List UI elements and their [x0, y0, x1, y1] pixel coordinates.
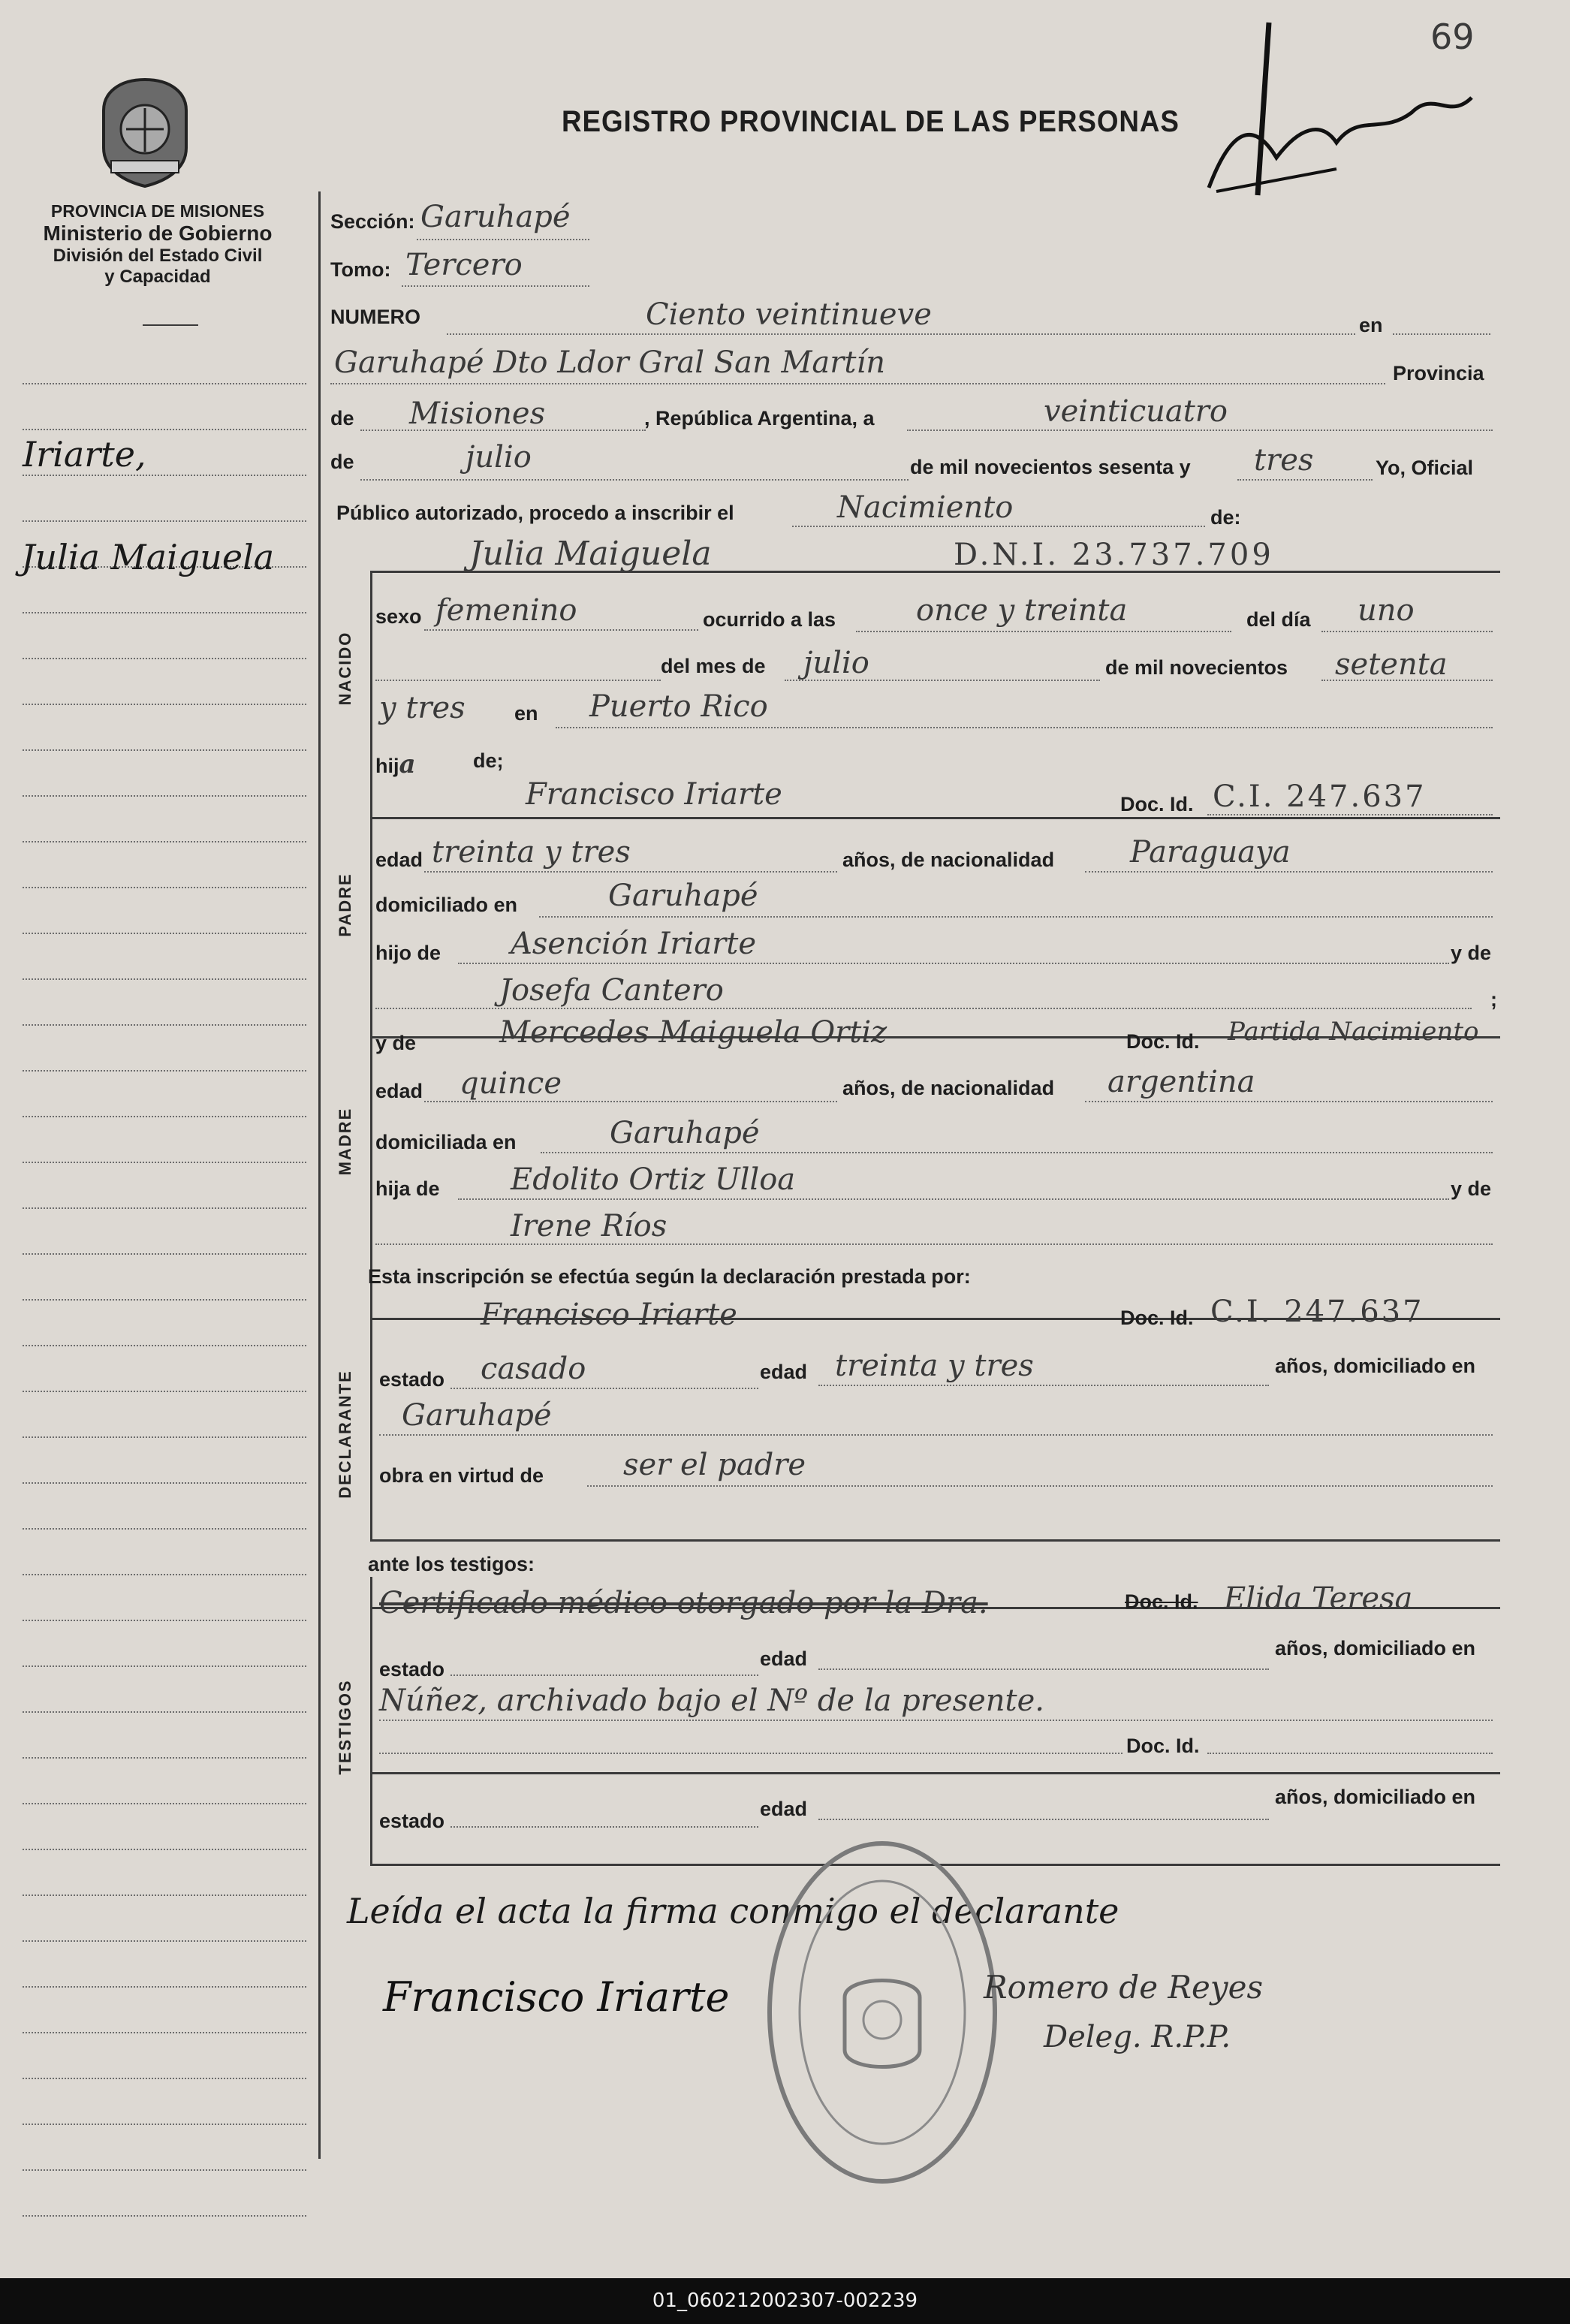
- sexo-label: sexo: [375, 605, 422, 628]
- testigo2-estado-label: estado: [379, 1810, 445, 1832]
- mil-nov-label: de mil novecientos: [1105, 656, 1288, 679]
- margin-rule-line: [23, 1894, 306, 1896]
- column-divider: [318, 191, 321, 2159]
- numero-label: NUMERO: [330, 306, 420, 328]
- lugar-value: Garuhapé Dto Ldor Gral San Martín: [334, 345, 886, 380]
- margin-rule-line: [23, 1574, 306, 1575]
- hija-prefix: hij: [375, 755, 399, 777]
- dia-texto-value: veinticuatro: [1044, 394, 1228, 429]
- ano-sesenta-value: tres: [1254, 443, 1314, 478]
- testigo-texto-2: Núñez, archivado bajo el Nº de la presente.: [379, 1683, 1044, 1718]
- margin-rule-line: [23, 2078, 306, 2079]
- decl-nombre-value: Francisco Iriarte: [481, 1298, 737, 1332]
- nombre-value: Julia Maiguela: [469, 535, 712, 573]
- margin-rule-line: [23, 1620, 306, 1621]
- decl-edad-label: edad: [760, 1361, 808, 1383]
- madre-doc-value: Partida Nacimiento: [1228, 1017, 1479, 1047]
- cierre-text: Leída el acta la firma conmigo el declarante: [347, 1891, 1119, 1931]
- de-colon-label: de:: [1210, 506, 1241, 529]
- lugar-nac-value: Puerto Rico: [589, 689, 768, 724]
- sexo-value: femenino: [435, 593, 577, 628]
- ante-testigos-label: ante los testigos:: [368, 1553, 535, 1575]
- padre-nac-value: Paraguaya: [1130, 835, 1291, 870]
- mes-value: julio: [466, 440, 532, 475]
- official-seal-icon: [758, 1832, 1006, 2193]
- margin-rule-line: [23, 2032, 306, 2033]
- side-label-madre: MADRE: [336, 1107, 354, 1176]
- side-label-declarante: DECLARANTE: [336, 1370, 354, 1499]
- acto-value: Nacimiento: [837, 490, 1014, 525]
- decl-estado-value: casado: [481, 1352, 586, 1386]
- margin-rule-line: [23, 2169, 306, 2171]
- de-semicolon-label: de;: [473, 749, 504, 772]
- dni-value: D.N.I. 23.737.709: [954, 538, 1274, 572]
- margin-rule-line: [23, 1711, 306, 1713]
- decl-virtud-value: ser el padre: [623, 1448, 806, 1482]
- margin-rule-line: [23, 2215, 306, 2217]
- madre-y-de-label: y de: [375, 1032, 417, 1054]
- en-label: en: [1359, 314, 1383, 336]
- decl-doc-value: C.I. 247.637: [1210, 1295, 1424, 1329]
- hija-label: [375, 749, 416, 779]
- padre-hijo-label: hijo de: [375, 942, 441, 964]
- dia-nac-value: uno: [1358, 593, 1415, 628]
- margin-rule-line: [23, 1986, 306, 1988]
- hija-suffix: a: [399, 749, 416, 779]
- side-label-padre: PADRE: [336, 873, 354, 937]
- padre-madre-value: Josefa Cantero: [499, 973, 724, 1008]
- margin-rule-line: [23, 749, 306, 751]
- en-label-nac: en: [514, 702, 538, 725]
- margin-rule-line: [23, 795, 306, 797]
- provincia-label: Provincia: [1393, 362, 1484, 384]
- padre-y-de-label: y de: [1451, 942, 1492, 964]
- margin-rule-line: [23, 429, 306, 430]
- ano-nac-b-value: y tres: [379, 691, 466, 725]
- padre-nac-label: años, de nacionalidad: [842, 849, 1055, 871]
- tomo-label: Tomo:: [330, 258, 391, 281]
- ano-nac-a-value: setenta: [1335, 647, 1448, 682]
- testigo2-doc-label: Doc. Id.: [1126, 1735, 1200, 1757]
- authority-line-3: División del Estado Civil: [53, 246, 263, 266]
- margin-rule-line: [23, 1162, 306, 1163]
- madre-nac-value: argentina: [1107, 1065, 1255, 1099]
- margin-rule-line: [23, 704, 306, 705]
- margin-rule-line: [23, 658, 306, 659]
- margin-rule-line: [23, 1024, 306, 1026]
- top-signature-icon: [1186, 15, 1502, 210]
- decl-obra-label: obra en virtud de: [379, 1464, 544, 1487]
- side-label-nacido: NACIDO: [336, 631, 354, 706]
- firma-oficial-2: Deleg. R.P.P.: [1044, 2020, 1231, 2054]
- madre-hija-label: hija de: [375, 1177, 440, 1200]
- margin-rule-line: [23, 1803, 306, 1804]
- authority-line-2: Ministerio de Gobierno: [43, 222, 273, 245]
- authority-divider: [143, 324, 198, 326]
- testigo2-edad-label: edad: [760, 1798, 808, 1820]
- decl-dom-value: Garuhapé: [402, 1398, 552, 1433]
- margin-rule-line: [23, 1665, 306, 1667]
- del-dia-label: del día: [1246, 608, 1311, 631]
- hora-value: once y treinta: [916, 593, 1128, 628]
- page-title: REGISTRO PROVINCIAL DE LAS PERSONAS: [562, 105, 1180, 138]
- seccion-label: Sección:: [330, 210, 415, 233]
- madre-madre-value: Irene Ríos: [511, 1209, 667, 1243]
- margin-rule-line: [23, 1849, 306, 1850]
- image-id-footer: 01_060212002307-002239: [0, 2278, 1570, 2324]
- margin-rule-line: [23, 841, 306, 842]
- margin-rule-line: [23, 1757, 306, 1759]
- decl-anos-dom-label: años, domiciliado en: [1275, 1355, 1476, 1377]
- testigo2-anos-dom-label: años, domiciliado en: [1275, 1786, 1476, 1808]
- mes-nac-value: julio: [803, 646, 869, 680]
- margin-rule-line: [23, 978, 306, 980]
- coat-of-arms-icon: [96, 77, 194, 189]
- margin-rule-line: [23, 520, 306, 522]
- madre-dom-value: Garuhapé: [610, 1116, 760, 1150]
- publico-label: Público autorizado, procedo a inscribir el: [336, 502, 734, 524]
- padre-edad-value: treinta y tres: [432, 835, 631, 870]
- madre-y-de-label-2: y de: [1451, 1177, 1492, 1200]
- de-label-2: de: [330, 451, 354, 473]
- de-label-1: de: [330, 407, 354, 430]
- authority-line-4: y Capacidad: [104, 267, 211, 287]
- padre-edad-label: edad: [375, 849, 423, 871]
- testigo-texto-1: Certificado médico otorgado por la Dra.: [379, 1586, 988, 1620]
- margin-rule-line: [23, 475, 306, 476]
- margin-rule-line: [23, 1436, 306, 1438]
- margin-rule-line: [23, 1345, 306, 1346]
- authority-block: [0, 201, 315, 288]
- padre-dom-value: Garuhapé: [608, 879, 758, 913]
- decl-edad-value: treinta y tres: [835, 1349, 1034, 1383]
- yo-oficial-label: Yo, Oficial: [1376, 457, 1474, 479]
- madre-nombre-value: Mercedes Maiguela Ortiz: [499, 1015, 887, 1050]
- esta-inscripcion-label: Esta inscripción se efectúa según la declaración prestada por:: [368, 1265, 971, 1288]
- margin-rule-line: [23, 887, 306, 888]
- side-label-testigos: TESTIGOS: [336, 1679, 354, 1775]
- margin-rule-line: [23, 2124, 306, 2125]
- padre-dom-label: domiciliado en: [375, 894, 518, 916]
- padre-doc-label: Doc. Id.: [1120, 793, 1194, 815]
- margin-rule-line: [23, 612, 306, 613]
- republica-label: , República Argentina, a: [644, 407, 875, 430]
- margin-rule-line: [23, 1070, 306, 1072]
- ocurrido-label: ocurrido a las: [703, 608, 836, 631]
- madre-edad-label: edad: [375, 1080, 423, 1102]
- padre-semicolon: ;: [1490, 988, 1497, 1011]
- margin-rule-line: [23, 383, 306, 384]
- margin-rule-line: [23, 1207, 306, 1209]
- testigo1-anos-dom-label: años, domiciliado en: [1275, 1637, 1476, 1659]
- margin-given-names: Julia Maiguela: [21, 537, 275, 577]
- decl-estado-label: estado: [379, 1368, 445, 1391]
- margin-rule-line: [23, 1253, 306, 1255]
- testigo1-estado-label: estado: [379, 1658, 445, 1680]
- margin-rule-line: [23, 1482, 306, 1484]
- padre-padre-value: Asención Iriarte: [511, 927, 757, 961]
- margin-rule-line: [23, 1116, 306, 1117]
- numero-value: Ciento veintinueve: [646, 297, 932, 332]
- decl-doc-label: Doc. Id.: [1120, 1307, 1194, 1329]
- firma-declarante: Francisco Iriarte: [383, 1973, 730, 2021]
- margin-rule-line: [23, 1940, 306, 1942]
- testigo1-edad-label: edad: [760, 1647, 808, 1670]
- margin-rule-line: [23, 1528, 306, 1530]
- margin-rule-line: [23, 1299, 306, 1301]
- madre-doc-label: Doc. Id.: [1126, 1030, 1200, 1053]
- margin-rule-line: [23, 1391, 306, 1392]
- del-mes-label: del mes de: [661, 655, 766, 677]
- page-number: 69: [1430, 17, 1475, 57]
- padre-nombre-value: Francisco Iriarte: [526, 777, 782, 812]
- madre-padre-value: Edolito Ortiz Ulloa: [511, 1162, 796, 1197]
- madre-nac-label: años, de nacionalidad: [842, 1077, 1055, 1099]
- testigo-medica-value: Elida Teresa: [1224, 1581, 1413, 1616]
- testigo-doc-label: Doc. Id.: [1125, 1590, 1198, 1613]
- seccion-value: Garuhapé: [420, 200, 571, 234]
- madre-dom-label: domiciliada en: [375, 1131, 517, 1153]
- firma-oficial-1: Romero de Reyes: [984, 1969, 1264, 2006]
- madre-edad-value: quince: [460, 1066, 562, 1101]
- authority-line-1: PROVINCIA DE MISIONES: [50, 201, 265, 221]
- padre-doc-value: C.I. 247.637: [1213, 779, 1427, 814]
- margin-surname: Iriarte,: [23, 434, 146, 475]
- provincia-value: Misiones: [409, 396, 546, 431]
- tomo-value: Tercero: [405, 248, 523, 282]
- mil-sesenta-label: de mil novecientos sesenta y: [910, 456, 1191, 478]
- margin-rule-line: [23, 933, 306, 934]
